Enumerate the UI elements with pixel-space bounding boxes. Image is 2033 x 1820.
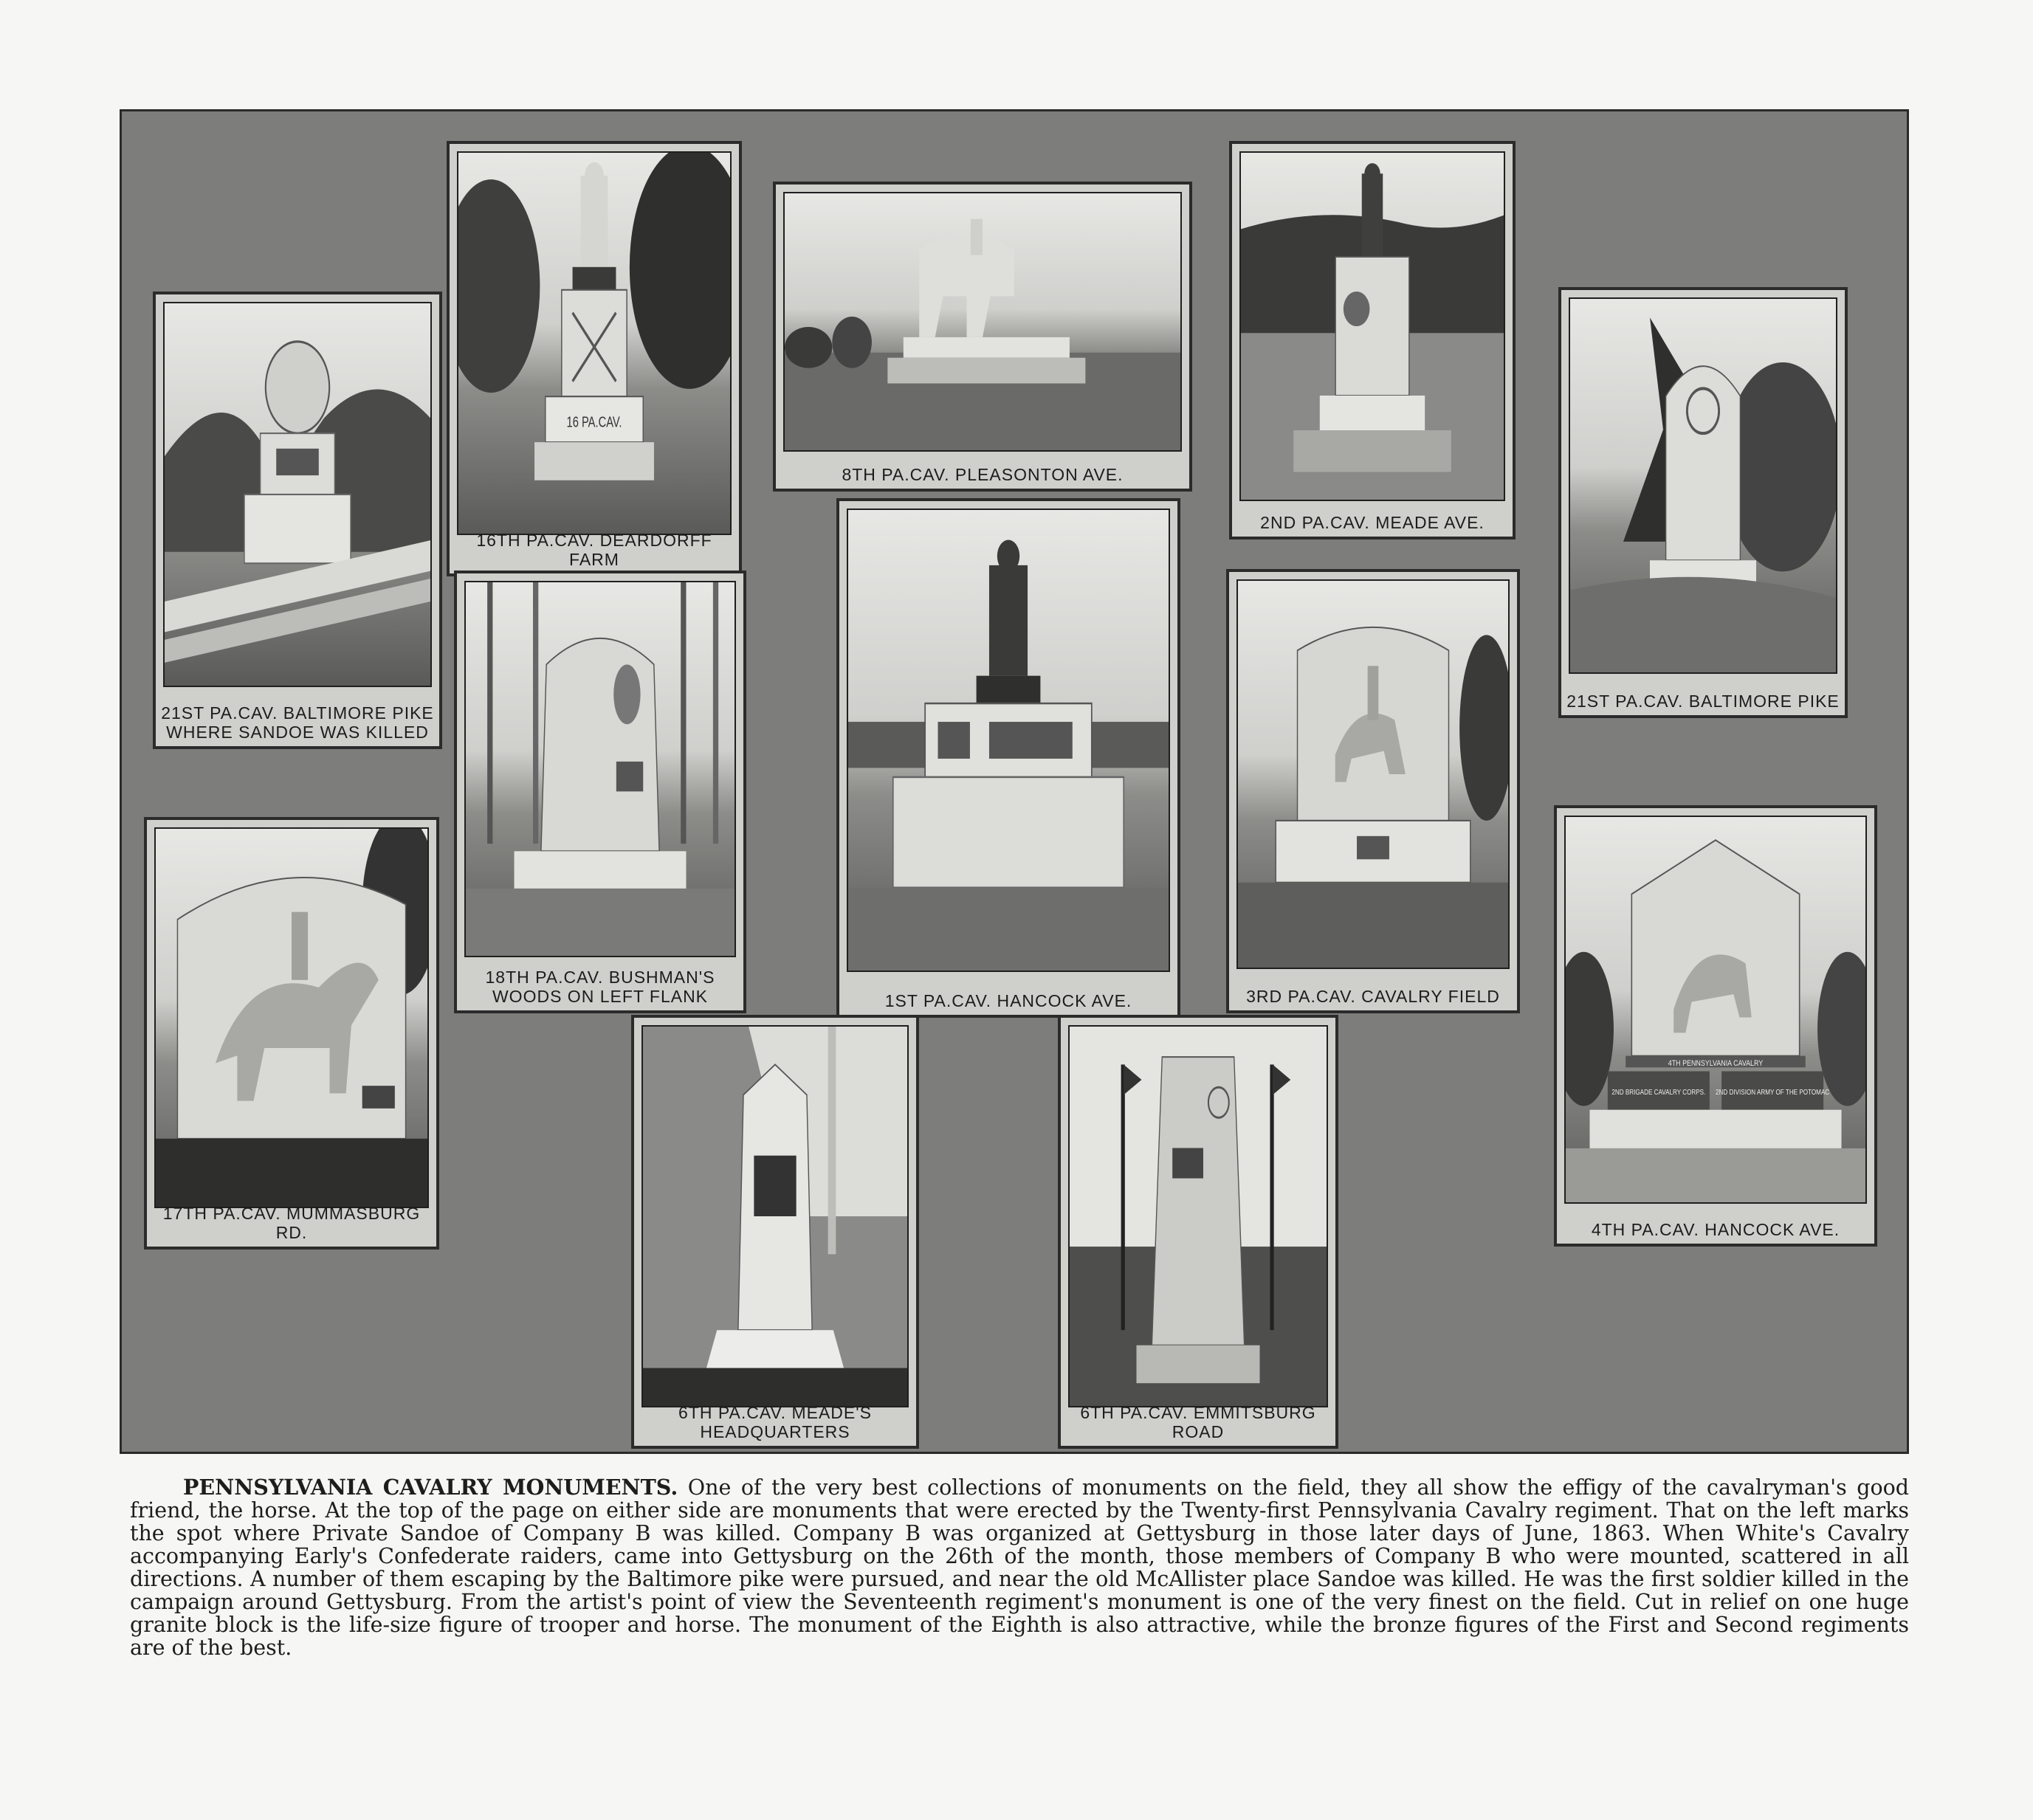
monument-illustration (1566, 817, 1865, 1202)
photo-caption: 16TH PA.CAV. DEARDORFF FARM (476, 531, 712, 569)
monument-banner: 4TH PENNSYLVANIA CAVALRY (1668, 1059, 1764, 1069)
photo-caption: 3RD PA.CAV. CAVALRY FIELD (1246, 987, 1500, 1006)
photo-caption: 18TH PA.CAV. BUSHMAN'S WOODS ON LEFT FLANK (485, 968, 715, 1006)
photo-caption: 6TH PA.CAV. EMMITSBURG ROAD (1080, 1403, 1316, 1441)
monument-photo (154, 827, 429, 1208)
photo-frame-21st-sandoe (153, 292, 442, 749)
photo-frame-16th (447, 141, 742, 576)
monument-illustration (643, 1027, 907, 1406)
photo-collage-board (120, 109, 1909, 1454)
monument-photo (1564, 816, 1867, 1204)
photo-frame-21st-pike (1558, 287, 1848, 718)
monument-photo (847, 509, 1170, 972)
description-lead: PENNSYLVANIA CAVALRY MONUMENTS. (183, 1475, 678, 1500)
monument-illustration (1570, 299, 1836, 672)
monument-illustration (1241, 153, 1504, 500)
photo-frame-4th (1554, 805, 1877, 1247)
photo-frame-1st (836, 498, 1180, 1018)
monument-inscription: 16 PA.CAV. (566, 413, 622, 431)
monument-left-plate: 2ND BRIGADE CAVALRY CORPS. (1611, 1087, 1706, 1097)
photo-caption: 4TH PA.CAV. HANCOCK AVE. (1591, 1220, 1840, 1239)
photo-frame-18th (454, 571, 746, 1013)
photo-caption: 21ST PA.CAV. BALTIMORE PIKE WHERE SANDOE WAS KILLED (161, 703, 434, 742)
photo-frame-17th (144, 817, 439, 1249)
monument-illustration (1238, 581, 1508, 968)
monument-photo (1068, 1025, 1328, 1407)
photo-frame-3rd (1226, 569, 1520, 1013)
monument-illustration (458, 153, 730, 534)
photo-frame-8th (773, 182, 1192, 492)
photo-caption: 6TH PA.CAV. MEADE'S HEADQUARTERS (678, 1403, 872, 1441)
monument-illustration (466, 582, 735, 956)
monument-photo (1236, 579, 1510, 969)
photo-caption: 17TH PA.CAV. MUMMASBURG RD. (162, 1204, 421, 1242)
monument-photo (464, 581, 736, 957)
monument-photo (163, 302, 432, 687)
photo-frame-6th-road (1058, 1015, 1338, 1449)
monument-photo (641, 1025, 909, 1407)
monument-illustration (785, 193, 1180, 450)
photo-caption: 2ND PA.CAV. MEADE AVE. (1260, 513, 1485, 532)
monument-photo (457, 151, 732, 535)
monument-photo (1569, 297, 1837, 674)
photo-caption: 21ST PA.CAV. BALTIMORE PIKE (1566, 692, 1840, 711)
monument-illustration (1070, 1027, 1327, 1406)
photo-frame-6th-hq (631, 1015, 919, 1449)
monument-right-plate: 2ND DIVISION ARMY OF THE POTOMAC (1716, 1087, 1830, 1097)
photo-caption: 1ST PA.CAV. HANCOCK AVE. (884, 991, 1132, 1010)
description-body: One of the very best collections of monuments on the field, they all show the effigy of the cavalryman's good friend, the horse. At the top of the page on either side are monuments that were erected by the Twenty-first Pennsylvania Cavalry regiment. That on the left marks the spot where Private Sandoe of Company B was killed. Company B was organized at Gettysburg in those later days of June, 1863. When White's Cavalry accompanying Early's Confederate raiders, came into Gettysburg on the 26th of the month, those members of Company B who were mounted, scattered in all directions. A number of them escaping by the Baltimore pike were pursued, and near the old McAllister place Sandoe was killed. He was the first soldier killed in the campaign around Gettysburg. From the artist's point of view the Seventeenth regiment's monument is one of the very finest on the field. Cut in relief on one huge granite block is the life-size figure of trooper and horse. The monument of the Eighth is also attractive, while the bronze figures of the First and Second regiments are of the best. (130, 1475, 1910, 1660)
description-paragraph (130, 1476, 1909, 1659)
photo-caption: 8TH PA.CAV. PLEASONTON AVE. (842, 465, 1124, 484)
monument-illustration (848, 510, 1169, 971)
photo-frame-2nd (1229, 141, 1516, 540)
monument-illustration (156, 829, 427, 1207)
monument-photo (1239, 151, 1505, 501)
monument-photo (783, 192, 1182, 452)
monument-illustration (165, 303, 430, 686)
